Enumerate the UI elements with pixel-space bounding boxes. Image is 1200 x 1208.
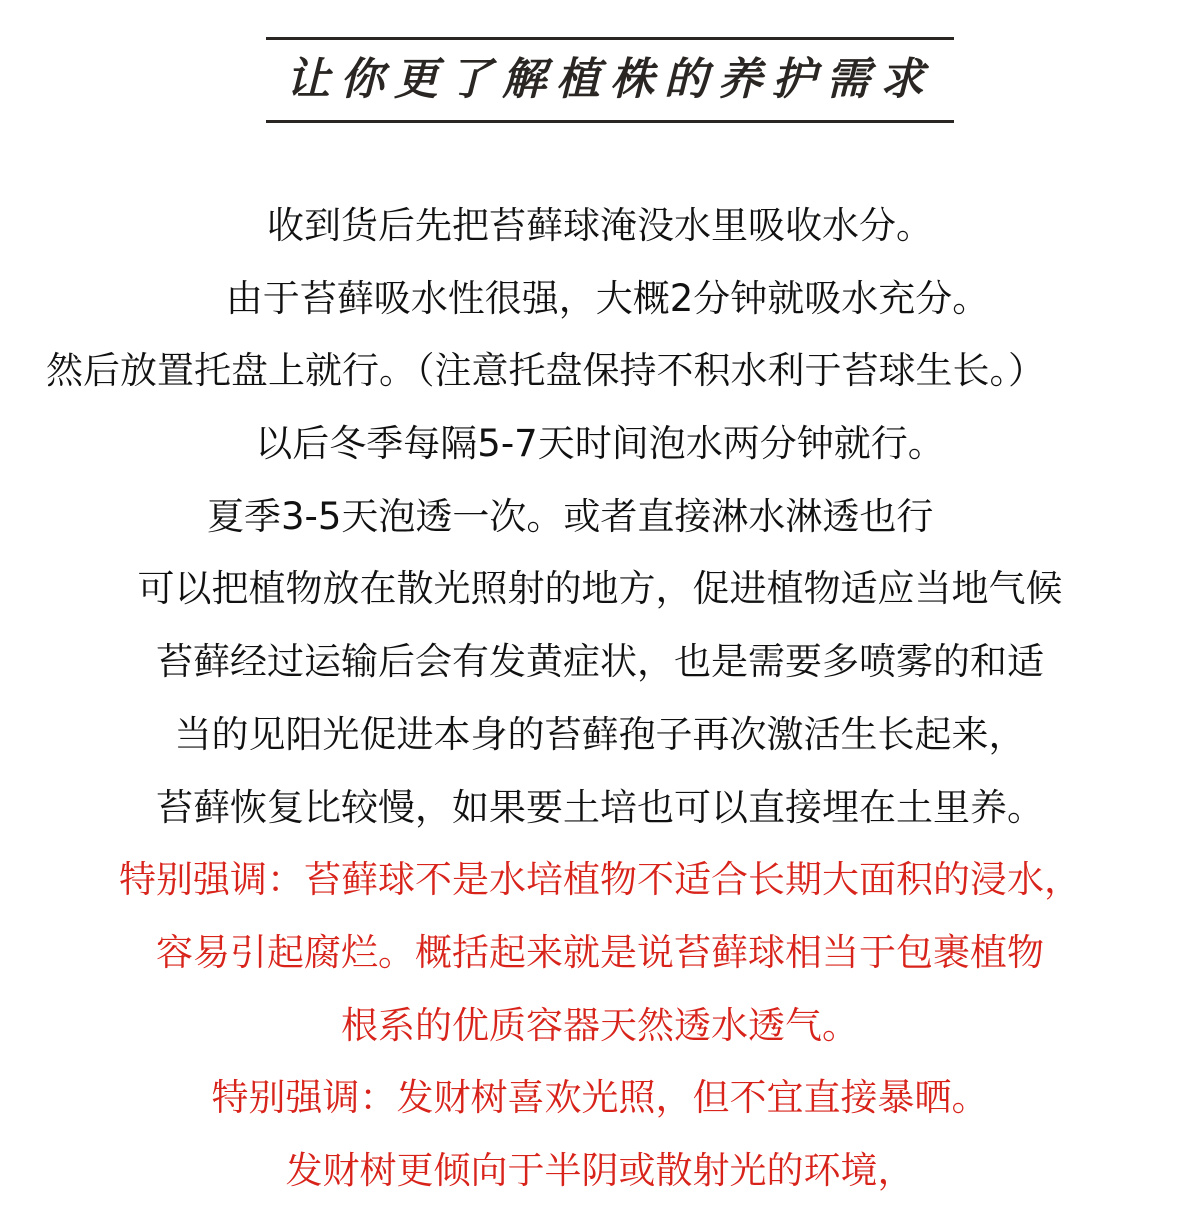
care-line: 当的见阳光促进本身的苔藓孢子再次激活生长起来， xyxy=(174,712,1026,756)
page-title: 让你更了解植株的养护需求 xyxy=(286,54,934,105)
care-instructions xyxy=(0,190,1200,1208)
care-line: 苔藓恢复比较慢，如果要土培也可以直接埋在土里养。 xyxy=(156,785,1044,829)
care-line: 可以把植物放在散光照射的地方，促进植物适应当地气候 xyxy=(137,567,1063,611)
title-bottom-rule xyxy=(266,120,954,123)
care-line: 由于苔藓吸水性很强，大概2分钟就吸水充分。 xyxy=(225,276,990,320)
warning-line: 容易引起腐烂。概括起来就是说苔藓球相当于包裹植物 xyxy=(156,930,1044,974)
care-line: 然后放置托盘上就行。（注意托盘保持不积水利于苔球生长。） xyxy=(46,349,1045,393)
title-top-rule xyxy=(266,37,954,40)
care-line: 夏季3-5天泡透一次。或者直接淋水淋透也行 xyxy=(207,494,934,538)
warning-line: 发财树更倾向于半阴或散射光的环境， xyxy=(285,1148,915,1192)
warning-line: 特别强调：发财树喜欢光照，但不宜直接暴晒。 xyxy=(211,1076,989,1120)
care-line: 以后冬季每隔5-7天时间泡水两分钟就行。 xyxy=(255,422,945,466)
warning-line: 特别强调：苔藓球不是水培植物不适合长期大面积的浸水， xyxy=(119,858,1081,902)
care-line: 苔藓经过运输后会有发黄症状，也是需要多喷雾的和适 xyxy=(156,640,1044,684)
warning-line: 根系的优质容器天然透水透气。 xyxy=(341,1003,859,1047)
care-line: 收到货后先把苔藓球淹没水里吸收水分。 xyxy=(267,204,933,247)
